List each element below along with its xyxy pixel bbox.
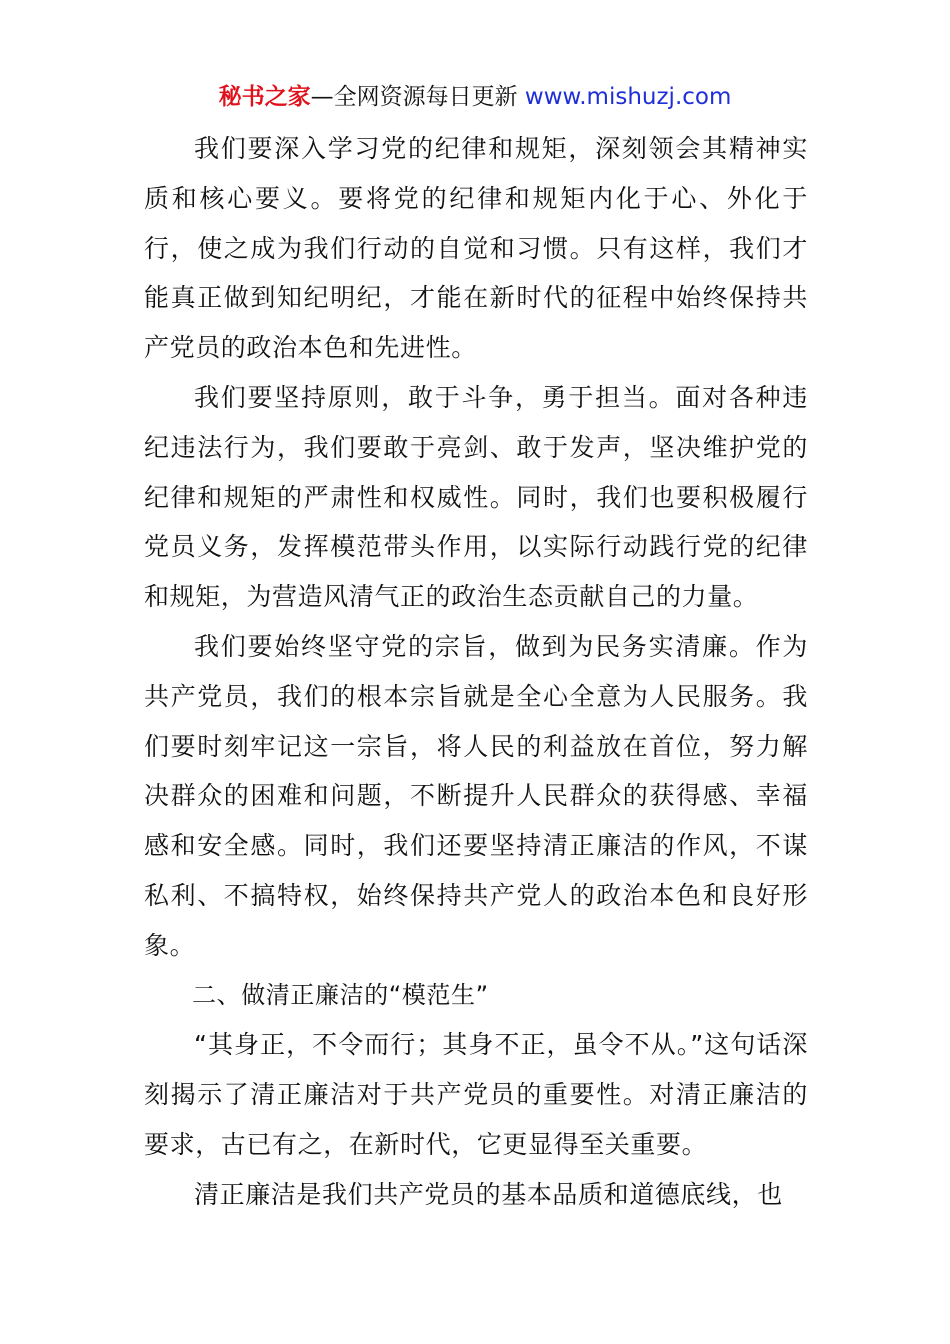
- paragraph: 我们要始终坚守党的宗旨，做到为民务实清廉。作为共产党员，我们的根本宗旨就是全心全意为人民服务。我们要时刻牢记这一宗旨，将人民的利益放在首位，努力解决群众的困难和问题，不断提升人民群众的获得感、幸福感和安全感。同时，我们还要坚持清正廉洁的作风，不谋私利、不搞特权，始终保持共产党人的政治本色和良好形象。: [144, 631, 808, 960]
- site-header: [0, 82, 950, 112]
- site-url-link[interactable]: www.mishuzj.com: [524, 84, 732, 110]
- section-heading: 二、做清正廉洁的“模范生”: [192, 980, 489, 1009]
- document-body: [144, 124, 808, 1220]
- site-tagline: —全网资源每日更新: [310, 84, 525, 110]
- site-brand: 秘书之家: [218, 84, 311, 110]
- paragraph: 清正廉洁是我们共产党员的基本品质和道德底线，也: [194, 1179, 783, 1209]
- paragraph: 我们要坚持原则，敢于斗争，勇于担当。面对各种违纪违法行为，我们要敢于亮剑、敢于发声，坚决维护党的纪律和规矩的严肃性和权威性。同时，我们也要积极履行党员义务，发挥模范带头作用，以实际行动践行党的纪律和规矩，为营造风清气正的政治生态贡献自己的力量。: [144, 382, 808, 612]
- paragraph: 我们要深入学习党的纪律和规矩，深刻领会其精神实质和核心要义。要将党的纪律和规矩内化于心、外化于行，使之成为我们行动的自觉和习惯。只有这样，我们才能真正做到知纪明纪，才能在新时代的征程中始终保持共产党员的政治本色和先进性。: [144, 134, 808, 363]
- paragraph: “其身正，不令而行；其身不正，虽令不从。”这句话深刻揭示了清正廉洁对于共产党员的重要性。对清正廉洁的要求，古已有之，在新时代，它更显得至关重要。: [144, 1030, 808, 1159]
